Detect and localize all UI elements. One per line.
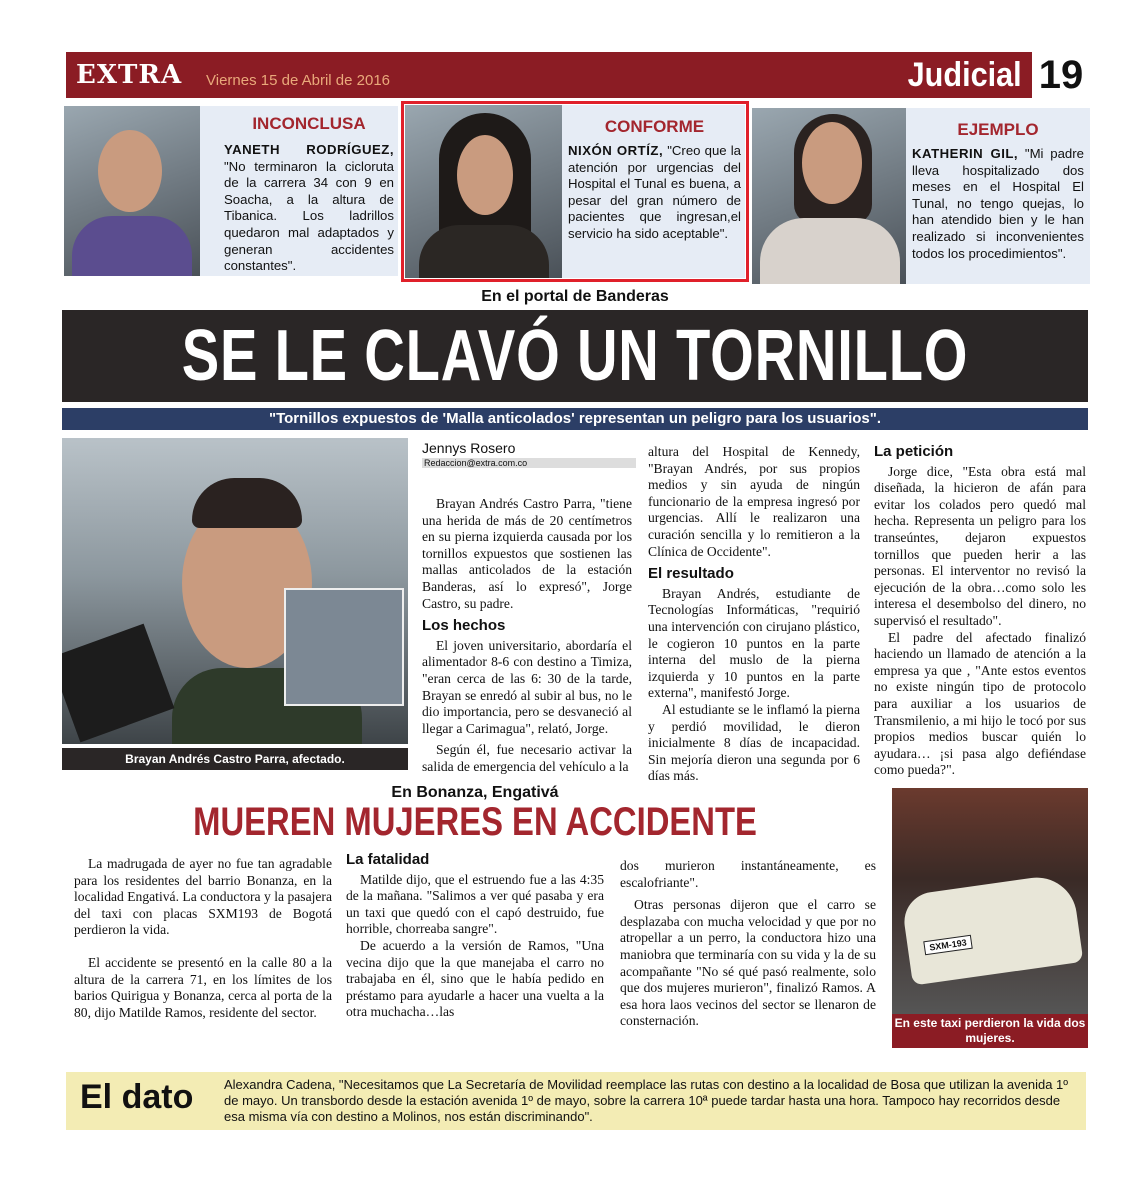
quote-photo-nixon	[405, 105, 562, 278]
paragraph: Según él, fue necesario activar la salida de emergencia del vehículo a la	[422, 742, 632, 774]
quote-photo-katherin	[752, 108, 906, 284]
paragraph: dos murieron instantáneamente, es escalofriante".	[620, 858, 876, 890]
microphone-icon	[62, 624, 174, 743]
story2-column-1	[74, 856, 332, 1021]
story2-headline: MUEREN MUJERES EN ACCIDENTE	[193, 800, 757, 844]
story1-column-2	[648, 444, 860, 785]
story-photo-caption: Brayan Andrés Castro Parra, afectado.	[62, 748, 408, 770]
story2-column-3	[620, 858, 876, 1030]
section-subhead: La fatalidad	[346, 851, 430, 868]
story2-column-2	[346, 852, 604, 1021]
section-title: Judicial	[908, 56, 1022, 94]
quote-text	[568, 143, 741, 243]
el-dato-label: El dato	[80, 1078, 194, 1116]
story2-photo-caption: En este taxi perdieron la vida dos mujeres.	[892, 1014, 1088, 1048]
paragraph: Brayan Andrés Castro Parra, "tiene una herida de más de 20 centímetros en su pierna izquierda causada por los tornillos expuestos que sostienen las mallas anticolados de la estación Banderas, así lo expresó", Jorge Castro, su padre.	[422, 496, 632, 611]
main-headline: SE LE CLAVÓ UN TORNILLO	[181, 316, 969, 396]
quote-box-inconclusa	[200, 106, 398, 276]
quote-text	[224, 142, 394, 275]
paragraph: altura del Hospital de Kennedy, "Brayan Andrés, por sus propios medios y sin ayuda de ningún funcionario de la empresa ingresó por urgencias. Allí le realizaron una curación sencilla y lo remitieron a la Clínica de Occidente".	[648, 444, 860, 559]
quote-photo-yaneth	[64, 106, 200, 276]
portrait-hair-icon	[192, 478, 302, 528]
quote-name: NIXÓN ORTÍZ,	[568, 143, 664, 158]
quote-title: CONFORME	[604, 117, 705, 136]
story2-kicker: En Bonanza, Engativá	[391, 784, 559, 801]
issue-date: Viernes 15 de Abril de 2016	[206, 72, 391, 89]
license-plate: SXM-193	[923, 935, 972, 956]
paragraph: La madrugada de ayer no fue tan agradable para los residentes del barrio Bonanza, en la localidad Engativá. La conductora y la pasajera del taxi con placas SXM193 de Bogotá perdieron la vida.	[74, 856, 332, 938]
story-kicker: En el portal de Banderas	[481, 288, 669, 305]
el-dato-text: Alexandra Cadena, "Necesitamos que La Secretaría de Movilidad reemplace las rutas con destino a la localidad de Bosa que utilizan la avenida 1º de mayo. Un transbordo desde la estación avenida 1º de mayo, sobre la carrera 10ª puede tardar hasta una hora. Tampoco hay recorridos desde esa misma vía con destino a Molinos, nos están discriminando".	[224, 1077, 1069, 1124]
inset-wound-photo	[284, 588, 404, 706]
quote-title: INCONCLUSA	[252, 114, 366, 133]
paragraph: Matilde dijo, que el estruendo fue a las 4:35 de la mañana. "Salimos a ver qué pasaba y era un taxi que quedó con el capó destruido, fue horrible, chorreaba sangre".	[346, 871, 604, 937]
section-subhead: Los hechos	[422, 617, 506, 635]
story-photo-brayan	[62, 438, 408, 744]
portrait-body-icon	[760, 218, 900, 284]
portrait-body-icon	[72, 216, 192, 276]
portrait-face-icon	[457, 135, 513, 215]
quote-title: EJEMPLO	[957, 120, 1039, 139]
quote-name: YANETH RODRÍGUEZ,	[224, 142, 394, 157]
byline-author: Jennys Rosero	[422, 440, 516, 456]
story1-column-3	[874, 444, 1086, 779]
paragraph: El joven universitario, abordaría el alimentador 8-6 con destino a Timiza, "eran cerca de las 6: 30 de la tarde, Brayan se enredó al subir al bus, no le dio importancia, pero se desvaneció al llegar a Carimagua", relató, Jorge.	[422, 637, 632, 736]
quote-name: KATHERIN GIL,	[912, 146, 1019, 161]
taxi-icon	[901, 872, 1084, 985]
el-dato-box	[66, 1072, 1086, 1130]
paragraph: Otras personas dijeron que el carro se desplazaba con mucha velocidad y que por no atropellar a un perro, la conductora hizo una maniobra que terminaría con su vida y la de su acompañante "No sé qué pasó realmente, solo que dos mujeres murieron", finalizó Ramos. A esa hora laos vecinos del sector se llenaron de consternación.	[620, 897, 876, 1029]
story1-column-1-tail	[422, 742, 632, 775]
paragraph: Brayan Andrés, estudiante de Tecnologías Informáticas, "requirió una intervención con cirujano plástico, le cogieron 10 puntos en la parte interna del muslo de la pierna izquierda y 10 puntos en la parte externa", manifestó Jorge.	[648, 585, 860, 701]
paragraph: El accidente se presentó en la calle 80 a la altura de la carrera 71, en los límites de los barios Quirigua y Bonanza, cerca al porta de la 80, dijo Matilde Ramos, residente del sector.	[74, 954, 332, 1020]
quote-box-conforme	[562, 105, 745, 278]
page-number: 19	[1032, 52, 1090, 98]
portrait-body-icon	[419, 225, 549, 278]
newspaper-logo: EXTRA	[76, 60, 183, 90]
quote-body: "No terminaron la cicloruta de la carrera 34 con 9 en Soacha, a la altura de Tibanica. Los ladrillos quedaron mal adaptados y generan accidentes constantes".	[224, 158, 394, 274]
paragraph: El padre del afectado finalizó haciendo un llamado de atención a la empresa ya que , "Ante estos eventos no existe ningún tipo de protocolo para auxiliar a los usuarios de Transmilenio, a mi hijo le tocó por sus propios medios buscar quién lo ayudara… ¡si pasa algo defiéndase como pueda?".	[874, 629, 1086, 778]
byline	[422, 440, 636, 476]
portrait-face-icon	[98, 130, 162, 212]
paragraph: Al estudiante se le inflamó la pierna y perdió movilidad, le dieron inicialmente 8 días de incapacidad. Sin mejoría dieron una segunda por 6 días más.	[648, 701, 860, 784]
portrait-face-icon	[802, 122, 862, 204]
paragraph: De acuerdo a la versión de Ramos, "Una vecina dijo que la que manejaba el carro no trabajaba en él, sino que le había pedido en préstamo para ayudarle a hacer una vuelta a la otra muchacha…las	[346, 937, 604, 1020]
quote-body: "Mi padre lleva hospitalizado dos meses en el Hospital El Tunal, no tengo quejas, lo han atendido bien y le han realizado si inconvenientes todos los procedimientos".	[912, 146, 1084, 261]
headline-band	[62, 310, 1088, 402]
story2-photo-taxi	[892, 788, 1088, 1014]
quote-box-ejemplo	[906, 108, 1090, 284]
story1-column-1	[422, 496, 632, 737]
page-header	[66, 52, 1090, 98]
section-subhead: La petición	[874, 443, 954, 460]
quote-body: "Creo que la atención por urgencias del Hospital el Tunal es buena, a pesar del gran número de pacientes que ingresan,el servicio ha sido aceptable".	[568, 143, 741, 241]
story-subhead: "Tornillos expuestos de 'Malla anticolados' representan un peligro para los usuarios".	[62, 408, 1088, 430]
section-subhead: El resultado	[648, 565, 734, 583]
byline-email: Redaccion@extra.com.co	[422, 458, 636, 468]
quote-text	[912, 146, 1084, 262]
paragraph: Jorge dice, "Esta obra está mal diseñada, la hicieron de afán para evitar los colados pero quedó mal hecha. Representa un peligro para los transeúntes, dejaron expuestos tornillos que pueden herir a las personas. El interventor no revisó la ejecución de la obra…como solo les interesa el desembolso del dinero, no supervisó el resultado".	[874, 463, 1086, 628]
